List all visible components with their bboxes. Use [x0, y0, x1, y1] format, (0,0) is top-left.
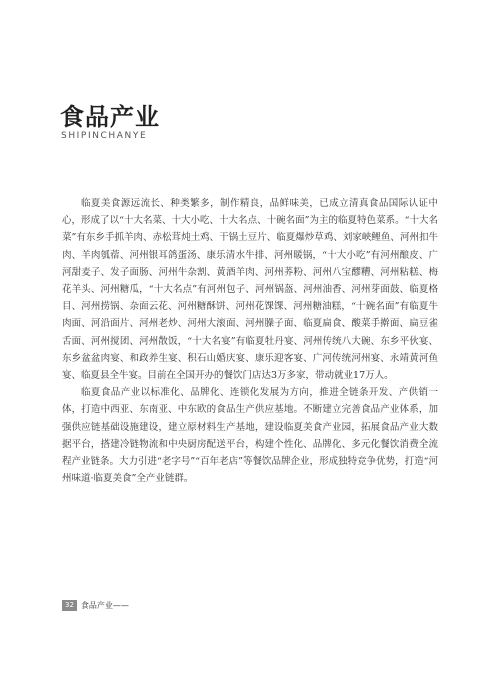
- page-subtitle: SHIPINCHANYE: [61, 131, 148, 141]
- footer-section-label: 食品产业——: [80, 601, 129, 610]
- page-footer: [62, 600, 129, 611]
- page-title: 食品产业: [60, 103, 160, 131]
- body-text: [62, 195, 438, 487]
- page-number: 32: [62, 600, 77, 611]
- paragraph-1: 临夏美食源远流长、种类繁多，制作精良，品鲜味美，已成立清真食品国际认证中心，形成了以“十大名菜、十大小吃、十大名点、十碗名面”为主的临夏特色菜系。“十大名菜”有东乡手抓羊肉、赤松茸炖土鸡、干锅土豆片、临夏爆炒草鸡、刘家峡鲤鱼、河州扣牛肉、羊肉瓠蓿、河州银耳鸽蛋汤、康乐清水牛排、河州暖锅，“十大小吃”有河州酿皮、广河甜麦子、发子面肠、河州牛杂割、黄酒羊肉、河州荞粉、河州八宝醪糟、河州粘糕、梅花羊头、河州糖瓜，“十大名点”有河州包子、河州锅盔、河州油香、河州芽面鼓、临夏格目、河州捞锅、杂面云花、河州糖酥饼、河州花馃馃、河州糖油糕，“十碗名面”有临夏牛肉面、河沿面片、河州老炒、河州大滚面、河州臊子面、临夏扁食、酸菜手擀面、扁豆雀舌面、河州搅团、河州散饭，“十大名宴”有临夏牡丹宴、河州传统八大碗、东乡平伙宴、东乡盆盆肉宴、和政养生宴、积石山婚庆宴、康乐迎客宴、广河传统河州宴、永靖黄河鱼宴、临夏县全牛宴。目前在全国开办的餐饮门店达3万多家，带动就业17万人。: [62, 198, 438, 382]
- paragraph-2: 临夏食品产业以标准化、品牌化、连锁化发展为方向，推进全链条开发、产供销一体，打造中西亚、东南亚、中东欧的食品生产供应基地。不断建立完善食品产业体系，加强供应链基础设施建设，建立原材料生产基地，建设临夏美食产业园，拓展食品产业大数据平台，搭建冷链物流和中央厨房配送平台，构建个性化、品牌化、多元化餐饮消费全流程产业链条。大力引进“老字号”“百年老店”等餐饮品牌企业，形成独特竞争优势，打造“河州味道·临夏美食”全产业链群。: [62, 387, 438, 485]
